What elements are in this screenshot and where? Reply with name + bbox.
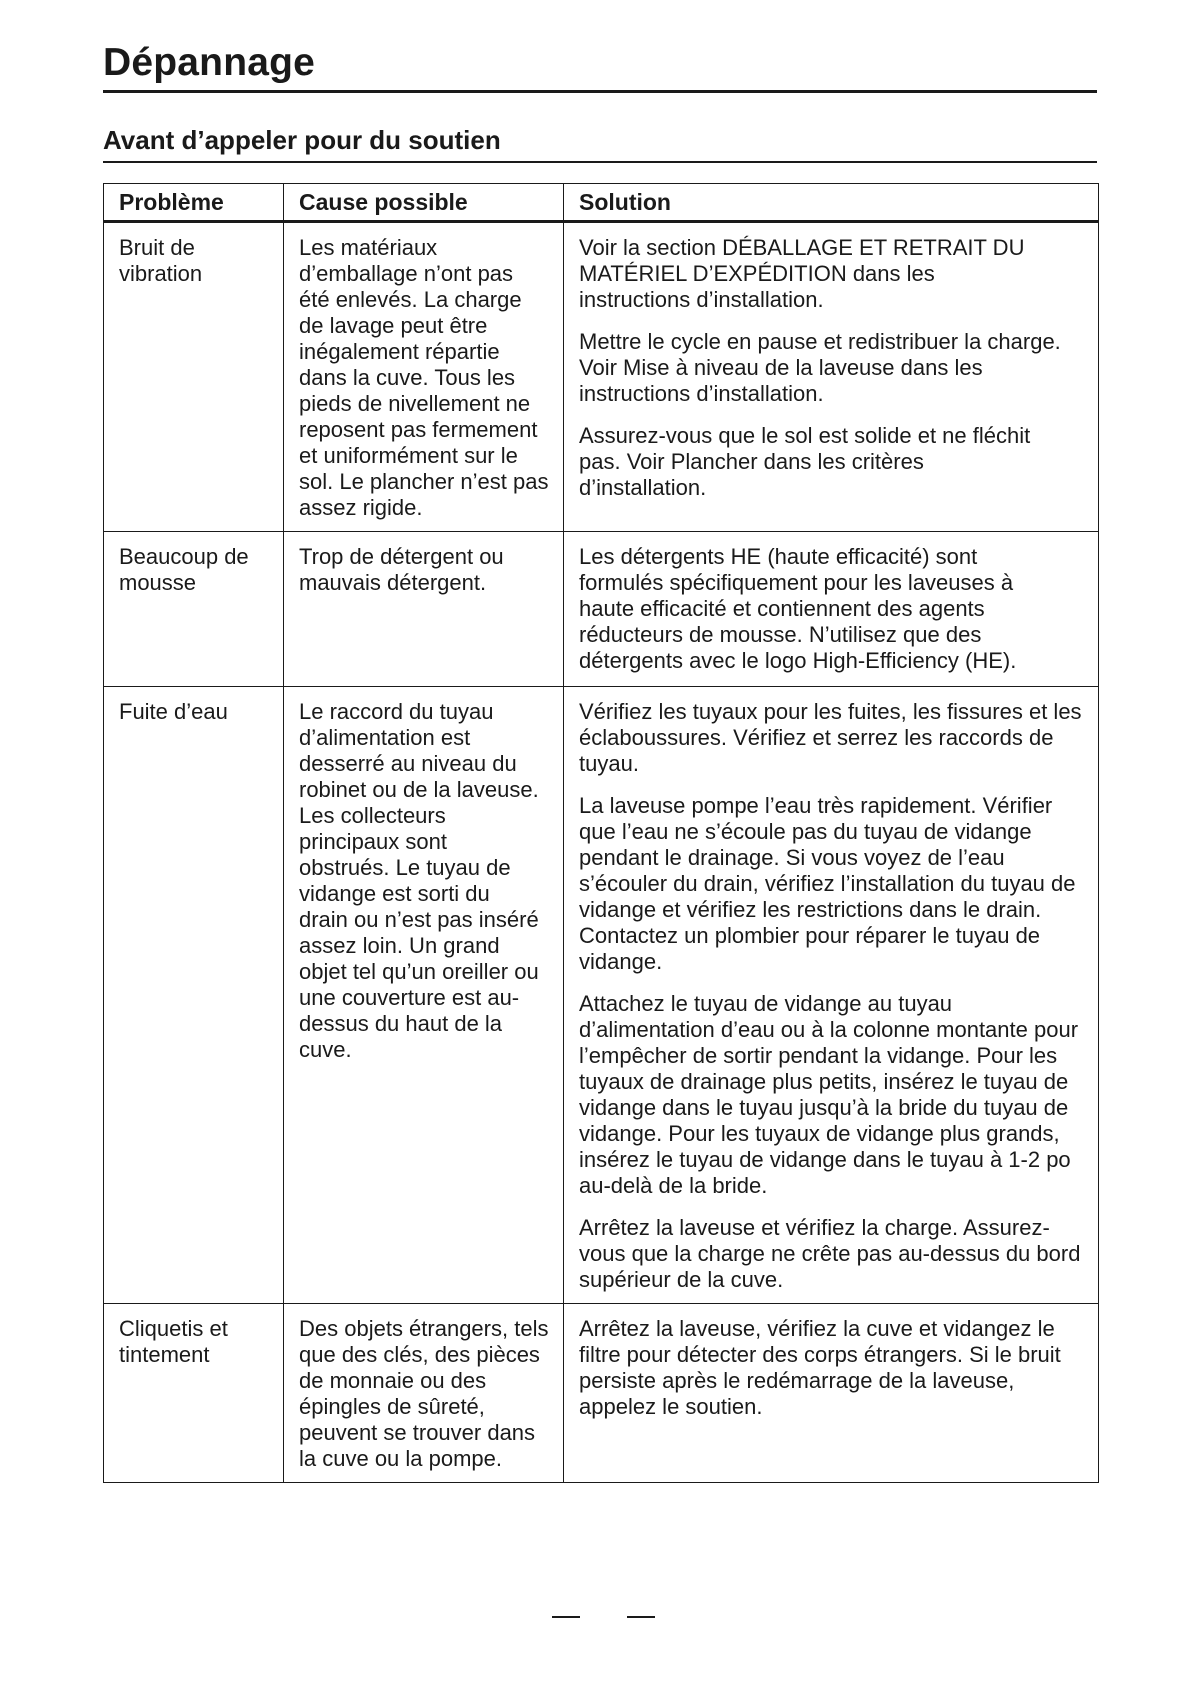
- solution-text: Les détergents HE (haute efficacité) sont formulés spécifiquement pour les laveuses à haute efficacité et contiennent des agents réducteurs de mousse. N’utilisez que des détergents avec le logo High-Efficiency (HE).: [579, 544, 1017, 673]
- cause-cell: Trop de détergent ou mauvais détergent.: [284, 532, 564, 687]
- solution-text: Attachez le tuyau de vidange au tuyau d’alimentation d’eau ou à la colonne montante pour l’empêcher de sortir pendant la vidange. Pour les tuyaux de drainage plus petits, insérez le tuyau de vidange dans le tuyau jusqu’à la bride du tuyau de vidange. Pour les tuyaux de vidange plus grands, insérez le tuyau de vidange dans le tuyau à 1-2 po au-delà de la bride.: [579, 991, 1079, 1198]
- table-header-row: [104, 184, 1099, 222]
- cause-cell: Les matériaux d’emballage n’ont pas été enlevés. La charge de lavage peut être inégalement répartie dans la cuve. Tous les pieds de nivellement ne reposent pas fermement et uniformément sur le sol. Le plancher n’est pas assez rigide.: [284, 222, 564, 532]
- problem-cell: Beaucoup de mousse: [104, 532, 284, 687]
- solution-text: La laveuse pompe l’eau très rapidement. Vérifier que l’eau ne s’écoule pas du tuyau de vidange pendant le drainage. Si vous voyez de l’eau s’écouler du drain, vérifiez l’installation du tuyau de vidange et vérifiez les restrictions dans le drain. Contactez un plombier pour réparer le tuyau de vidange.: [579, 793, 1076, 974]
- problem-cell: Fuite d’eau: [104, 687, 284, 1304]
- solution-text: Voir la section DÉBALLAGE ET RETRAIT DU MATÉRIEL D’EXPÉDITION dans les instructions d’installation.: [579, 235, 1025, 312]
- page-title: Dépannage: [103, 41, 316, 84]
- table-row: [104, 532, 1099, 687]
- troubleshooting-table: [103, 183, 1099, 1483]
- section-divider: [103, 161, 1097, 163]
- problem-cell: Bruit de vibration: [104, 222, 284, 532]
- footer-dash-left: [552, 1616, 580, 1618]
- header-solution: Solution: [564, 184, 1099, 222]
- table-row: [104, 222, 1099, 532]
- solution-cell: [564, 222, 1099, 532]
- solution-text: Vérifiez les tuyaux pour les fuites, les fissures et les éclaboussures. Vérifiez et serrez les raccords de tuyau.: [579, 699, 1082, 776]
- solution-text: Assurez-vous que le sol est solide et ne fléchit pas. Voir Plancher dans les critères d’installation.: [579, 423, 1031, 500]
- cause-cell: Le raccord du tuyau d’alimentation est desserré au niveau du robinet ou de la laveuse. Les collecteurs principaux sont obstrués. Le tuyau de vidange est sorti du drain ou n’est pas inséré assez loin. Un grand objet tel qu’un oreiller ou une couverture est au-dessus du haut de la cuve.: [284, 687, 564, 1304]
- solution-text: Arrêtez la laveuse, vérifiez la cuve et vidangez le filtre pour détecter des corps étrangers. Si le bruit persiste après le redémarrage de la laveuse, appelez le soutien.: [579, 1316, 1061, 1419]
- table-row: [104, 1304, 1099, 1483]
- title-divider: [103, 90, 1097, 93]
- solution-cell: [564, 687, 1099, 1304]
- cause-cell: Des objets étrangers, tels que des clés, des pièces de monnaie ou des épingles de sûreté, peuvent se trouver dans la cuve ou la pompe.: [284, 1304, 564, 1483]
- solution-cell: [564, 1304, 1099, 1483]
- table-row: [104, 687, 1099, 1304]
- solution-text: Mettre le cycle en pause et redistribuer la charge. Voir Mise à niveau de la laveuse dans les instructions d’installation.: [579, 329, 1061, 406]
- section-title: Avant d’appeler pour du soutien: [103, 125, 501, 155]
- header-cause: Cause possible: [284, 184, 564, 222]
- header-problem: Problème: [104, 184, 284, 222]
- solution-cell: [564, 532, 1099, 687]
- solution-text: Arrêtez la laveuse et vérifiez la charge. Assurez-vous que la charge ne crête pas au-dessus du bord supérieur de la cuve.: [579, 1215, 1081, 1292]
- footer-dash-right: [627, 1616, 655, 1618]
- problem-cell: Cliquetis et tintement: [104, 1304, 284, 1483]
